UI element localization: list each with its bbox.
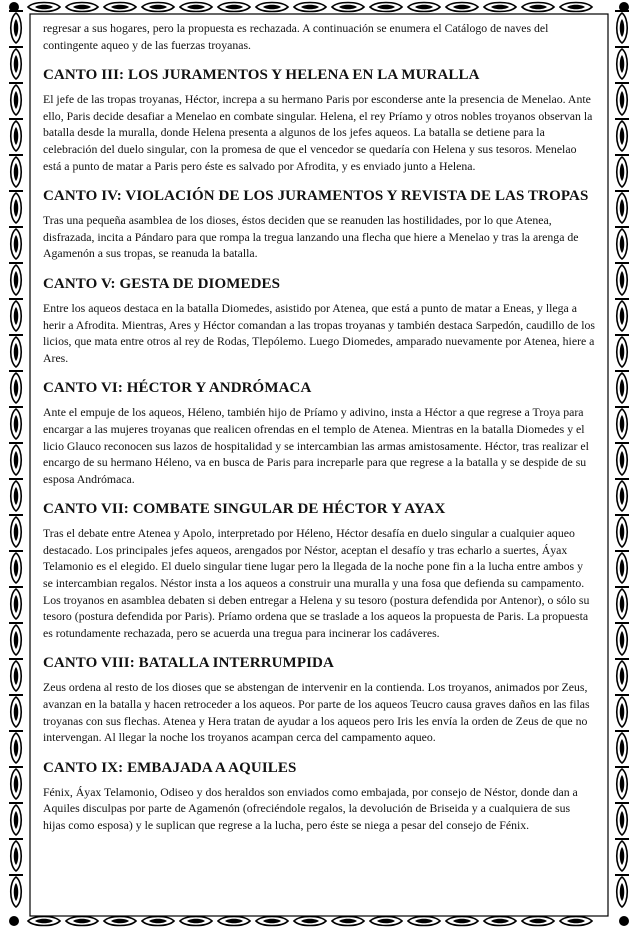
- section-canto-iv: [43, 187, 595, 262]
- section-text: Ante el empuje de los aqueos, Héleno, también hijo de Príamo y adivino, insta a Héctor a que regrese a Troya para encargar a las mujeres troyanas que realicen ofrendas en el templo de Atenea. Mientras en la batalla Diomedes y el licio Glauco reconocen sus lazos de hospitalidad y se intercambian las armas amistosamente. Héctor, tras realizar el encargo de su hermano Héleno, va en busca de Paris para increparle para que regrese a la batalla y se despide de su esposa Andrómaca.: [43, 405, 589, 486]
- section-text: Tras una pequeña asamblea de los dioses, éstos deciden que se reanuden las hostilidades, por lo que Atenea, disfrazada, incita a Pándaro para que rompa la tregua lanzando una flecha que hiere a Menelao y tras la arenga de Agamenón a sus tropas, se reanuda la batalla.: [43, 213, 579, 261]
- section-text: Fénix, Áyax Telamonio, Odiseo y dos heraldos son enviados como embajada, por consejo de Néstor, donde dan a Aquiles disculpas por parte de Agamenón (ofreciéndole regalos, la devolución de Briseida y a cualquiera de sus hijas como esposa) y le suplican que regrese a la lucha, pero éste se niega a pesar del consejo de Fénix.: [43, 784, 578, 832]
- section-heading: CANTO VII: COMBATE SINGULAR DE HÉCTOR Y AYAX: [43, 501, 446, 518]
- intro-paragraph: regresar a sus hogares, pero la propuesta es rechazada. A continuación se enumera el Catálogo de naves del contingente aqueo y de las fuerzas troyanas.: [43, 21, 549, 52]
- section-text: Zeus ordena al resto de los dioses que se abstengan de intervenir en la contienda. Los troyanos, animados por Zeus, avanzan en la batalla y hacen retroceder a los aqueos. Por parte de los aqueos Teucro causa graves daños en las filas troyanas con sus flechas. Atenea y Hera tratan de ayudar a los aqueos pero Iris les envía la orden de Zeus de que no intervengan. Al llegar la noche los troyanos acampan cerca del campamento aqueo.: [43, 680, 590, 745]
- section-text: Tras el debate entre Atenea y Apolo, interpretado por Héleno, Héctor desafía en duelo singular a cualquier aqueo destacado. Los principales jefes aqueos, arengados por Néstor, aceptan el desafío y tras echarlo a suertes, Áyax Telamonio es el elegido. El duelo singular tiene lugar pero la llegada de la noche pone fin a la lucha entre ambos y se intercambian regalos. Néstor insta a los aqueos a construir una muralla y una fosa que defienda su campamento. Los troyanos en asamblea debaten si deben entregar a Helena y su tesoro (postura defendida por Antenor), o sólo su tesoro (postura defendida por Paris). Príamo ordena que se traslade a los aqueos la propuesta de Paris. La propuesta es rotundamente rechazada, pero se acuerda una tregua para incinerar los cadáveres.: [43, 526, 590, 640]
- section-heading: CANTO V: GESTA DE DIOMEDES: [43, 275, 281, 292]
- section-heading: CANTO IX: EMBAJADA A AQUILES: [43, 759, 297, 776]
- section-canto-iii: [43, 66, 595, 174]
- section-canto-vi: [43, 379, 595, 487]
- section-canto-ix: [43, 759, 595, 834]
- section-canto-v: [43, 275, 595, 366]
- section-canto-viii: [43, 654, 595, 745]
- document-body: [43, 20, 595, 834]
- section-heading: CANTO VI: HÉCTOR Y ANDRÓMACA: [43, 380, 312, 397]
- section-heading: CANTO III: LOS JURAMENTOS Y HELENA EN LA MURALLA: [43, 67, 480, 84]
- section-heading: CANTO VIII: BATALLA INTERRUMPIDA: [43, 655, 334, 672]
- section-canto-vii: [43, 500, 595, 641]
- section-heading: CANTO IV: VIOLACIÓN DE LOS JURAMENTOS Y REVISTA DE LAS TROPAS: [43, 188, 589, 205]
- section-text: El jefe de las tropas troyanas, Héctor, increpa a su hermano Paris por esconderse ante la presencia de Menelao. Ante ello, Paris decide desafiar a Menelao en combate singular. Helena, el rey Príamo y otros nobles troyanos observan la batalla desde la muralla, donde Helena presenta a algunos de los jefes aqueos. La batalla se detiene para la celebración del duelo singular, con la promesa de que el vencedor se quedaría con Helena y sus tesoros. Menelao está a punto de matar a Paris pero éste es salvado por Afrodita, y es enviado junto a Helena.: [43, 92, 593, 173]
- section-text: Entre los aqueos destaca en la batalla Diomedes, asistido por Atenea, que está a punto de matar a Eneas, y llega a herir a Afrodita. Mientras, Ares y Héctor comandan a las tropas troyanas y también destaca Sarpedón, caudillo de los licios, que mata entre otros al rey de Rodas, Tlepólemo. Luego Diomedes, amparado nuevamente por Atenea, hiere a Ares.: [43, 300, 595, 365]
